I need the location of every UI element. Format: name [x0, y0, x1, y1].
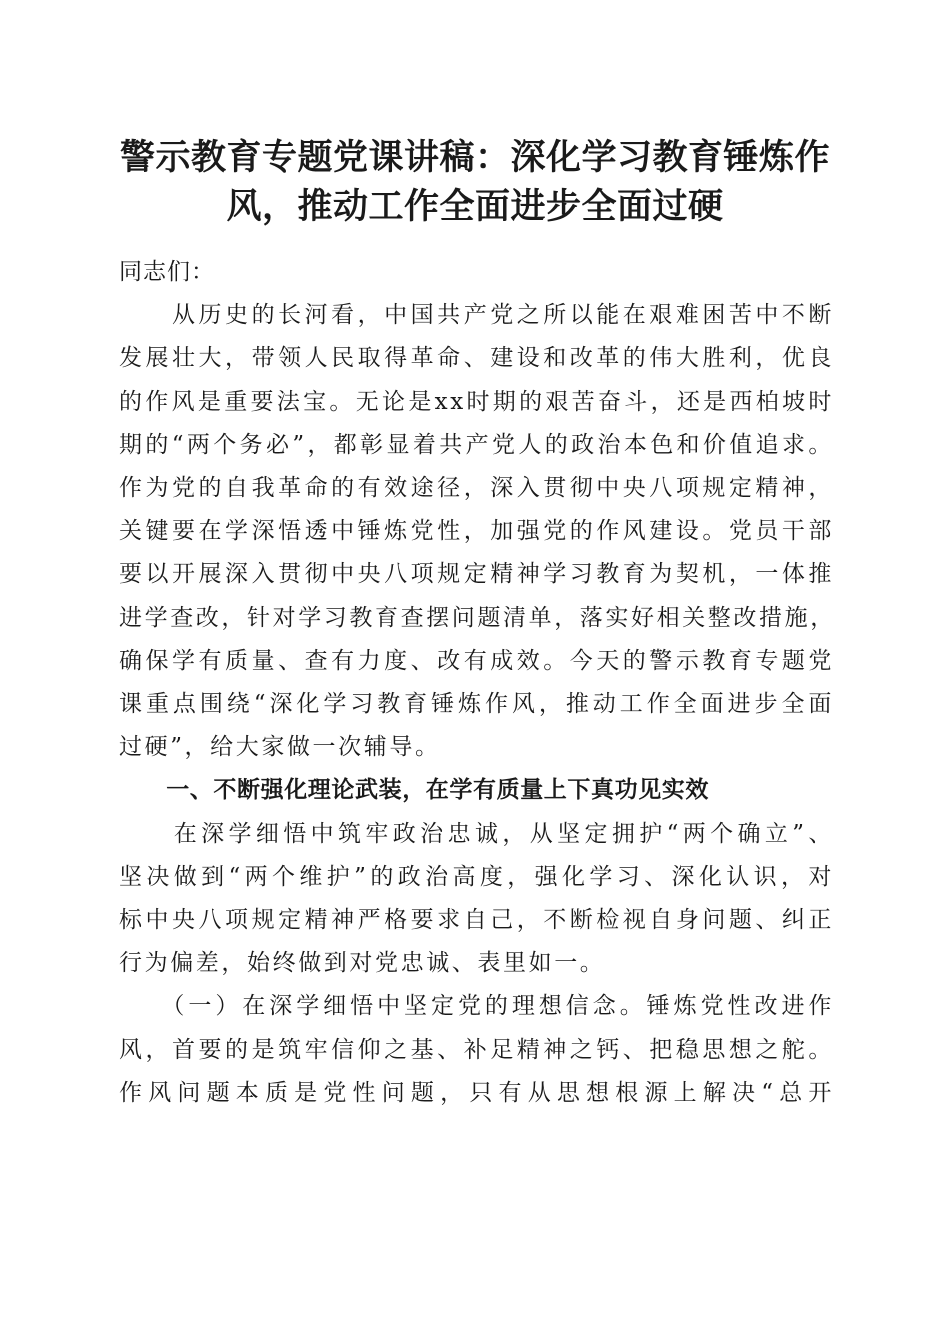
text-line: 的作风是重要法宝。无论是xx时期的艰苦奋斗，还是西柏坡时 — [119, 388, 834, 415]
greeting — [119, 251, 834, 294]
text-line: 行为偏差，始终做到对党忠诚、表里如一。 — [119, 950, 606, 977]
text-line: 从历史的长河看，中国共产党之所以能在艰难困苦中不断 — [119, 302, 834, 329]
text-line: 发展壮大，带领人民取得革命、建设和改革的伟大胜利，优良 — [119, 345, 834, 372]
section-heading — [119, 769, 834, 812]
text-line: 风，首要的是筑牢信仰之基、补足精神之钙、把稳思想之舵。 — [119, 1036, 834, 1063]
paragraph-intro — [119, 294, 834, 769]
subsection-text: 锤炼党性改进作 — [646, 993, 835, 1020]
text-line: 期的“两个务必”，都彰显着共产党人的政治本色和价值追求。 — [119, 431, 834, 458]
text-line: 在深学细悟中筑牢政治忠诚，从坚定拥护“两个确立”、 — [119, 820, 834, 847]
subsection-lead: （一）在深学细悟中坚定党的理想信念。 — [119, 993, 647, 1020]
text-line: 作风问题本质是党性问题，只有从思想根源上解决“总开 — [119, 1079, 834, 1106]
text-line: 作为党的自我革命的有效途径，深入贯彻中央八项规定精神， — [119, 475, 834, 502]
text-line: 过硬”，给大家做一次辅导。 — [119, 734, 441, 761]
title-line: 警示教育专题党课讲稿：深化学习教育锤炼作 — [119, 137, 830, 178]
heading-line: 一、不断强化理论武装，在学有质量上下真功见实效 — [119, 777, 709, 804]
text-line — [119, 985, 834, 1028]
paragraph-section-1 — [119, 813, 834, 986]
text-line: 同志们： — [119, 259, 215, 285]
title-line: 风，推动工作全面进步全面过硬 — [226, 186, 724, 227]
text-line: 课重点围绕“深化学习教育锤炼作风，推动工作全面进步全面 — [119, 691, 834, 718]
text-line: 关键要在学深悟透中锤炼党性，加强党的作风建设。党员干部 — [119, 518, 834, 545]
text-line: 要以开展深入贯彻中央八项规定精神学习教育为契机，一体推 — [119, 561, 834, 588]
text-line: 标中央八项规定精神严格要求自己，不断检视自身问题、纠正 — [119, 907, 834, 934]
text-line: 确保学有质量、查有力度、改有成效。今天的警示教育专题党 — [119, 647, 834, 674]
text-line: 进学查改，针对学习教育查摆问题清单，落实好相关整改措施， — [119, 604, 836, 631]
document-body — [119, 251, 834, 1115]
paragraph-subsection-1 — [119, 985, 834, 1115]
document-title — [100, 133, 850, 231]
text-line: 坚决做到“两个维护”的政治高度，强化学习、深化认识，对 — [119, 863, 834, 890]
